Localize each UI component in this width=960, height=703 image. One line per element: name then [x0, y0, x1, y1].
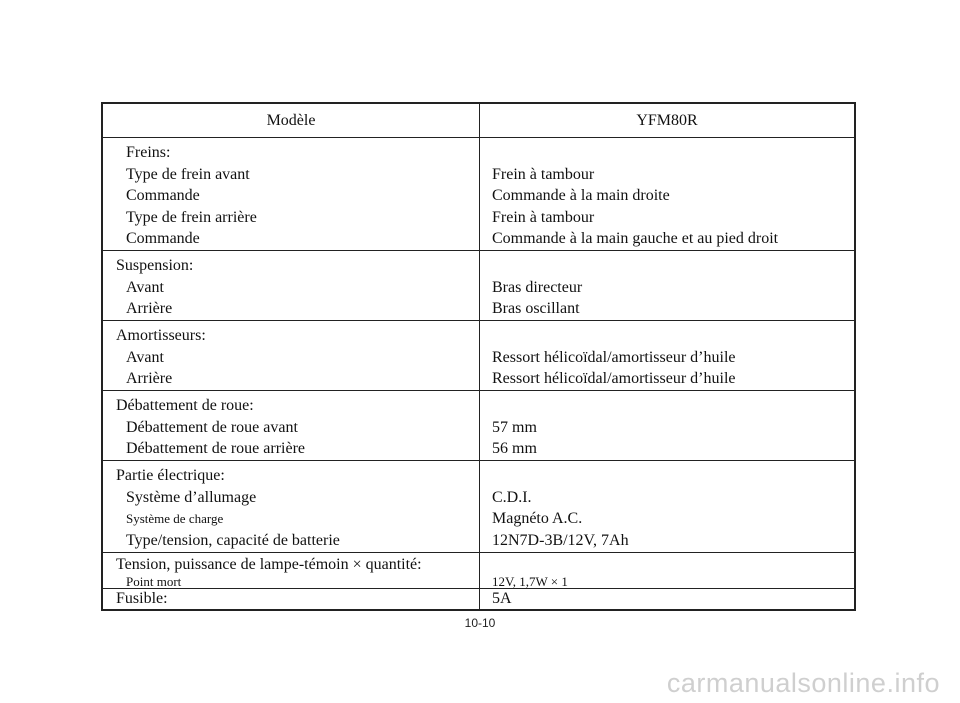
suspension-title: Suspension:	[116, 257, 194, 274]
table-header-row	[103, 104, 854, 138]
amortisseurs-label: Arrière	[126, 370, 173, 387]
table-row-electrique	[103, 461, 854, 553]
lampe-label: Point mort	[126, 574, 182, 589]
electrique-label: Système d’allumage	[126, 488, 257, 506]
lampe-title: Tension, puissance de lampe-témoin × quantité:	[116, 556, 422, 573]
freins-value	[492, 142, 778, 164]
debattement-title: Débattement de roue:	[116, 397, 254, 414]
debattement-label: Débattement de roue avant	[126, 418, 298, 436]
freins-label: Type de frein arrière	[126, 208, 257, 226]
suspension-value: Bras directeur	[492, 278, 583, 296]
page-number: 10-10	[464, 616, 496, 630]
freins-value: Commande à la main gauche et au pied droit	[492, 230, 779, 247]
electrique-value: C.D.I.	[492, 488, 532, 506]
lampe-value: 12V, 1,7W × 1	[492, 574, 568, 589]
debattement-value: 57 mm	[492, 418, 537, 436]
amortisseurs-value: Ressort hélicoïdal/amortisseur d’huile	[492, 370, 736, 387]
electrique-title: Partie électrique:	[116, 467, 225, 484]
lampe-labels	[116, 556, 422, 589]
table-row-suspension	[103, 251, 854, 321]
electrique-label: Système de charge	[126, 511, 224, 526]
amortisseurs-value: Ressort hélicoïdal/amortisseur d’huile	[492, 348, 736, 366]
table-row-debattement	[103, 391, 854, 461]
fusible-value: 5A	[492, 590, 512, 607]
fusible-labels	[116, 589, 168, 609]
freins-value: Commande à la main droite	[492, 187, 670, 204]
suspension-label: Avant	[126, 278, 164, 296]
freins-value: Frein à tambour	[492, 165, 595, 183]
freins-title: Freins:	[126, 144, 171, 161]
electrique-values	[492, 465, 629, 551]
freins-label: Commande	[126, 187, 200, 204]
table-row-freins	[103, 138, 854, 251]
freins-values	[492, 142, 778, 250]
debattement-value	[492, 395, 537, 417]
suspension-value: Bras oscillant	[492, 300, 580, 317]
lampe-value	[492, 556, 568, 574]
amortisseurs-labels	[116, 325, 206, 390]
lampe-values	[492, 556, 568, 589]
fusible-values	[492, 589, 512, 609]
debattement-values	[492, 395, 537, 460]
debattement-label: Débattement de roue arrière	[126, 440, 306, 457]
header-model-label: Modèle	[266, 112, 316, 129]
amortisseurs-title: Amortisseurs:	[116, 327, 206, 344]
electrique-labels	[116, 465, 340, 551]
freins-label: Commande	[126, 230, 200, 247]
freins-label: Type de frein avant	[126, 165, 250, 183]
electrique-label: Type/tension, capacité de batterie	[126, 531, 340, 549]
suspension-values	[492, 255, 582, 320]
amortisseurs-label: Avant	[126, 348, 164, 366]
table-row-fusible	[103, 589, 854, 609]
suspension-value	[492, 255, 582, 277]
table-row-amortisseurs	[103, 321, 854, 391]
table-row-lampe	[103, 553, 854, 589]
suspension-label: Arrière	[126, 300, 173, 317]
fusible-title: Fusible:	[116, 590, 168, 607]
electrique-value: 12N7D-3B/12V, 7Ah	[492, 531, 629, 549]
watermark: carmanualsonline.info	[666, 668, 940, 698]
electrique-value: Magnéto A.C.	[492, 510, 583, 527]
debattement-value: 56 mm	[492, 440, 537, 457]
freins-value: Frein à tambour	[492, 208, 595, 226]
amortisseurs-values	[492, 325, 736, 390]
suspension-labels	[116, 255, 193, 320]
header-model-value: YFM80R	[636, 112, 698, 129]
spec-table	[101, 102, 856, 611]
electrique-value	[492, 465, 629, 487]
amortisseurs-value	[492, 325, 736, 347]
debattement-labels	[116, 395, 305, 460]
freins-labels	[116, 142, 257, 250]
